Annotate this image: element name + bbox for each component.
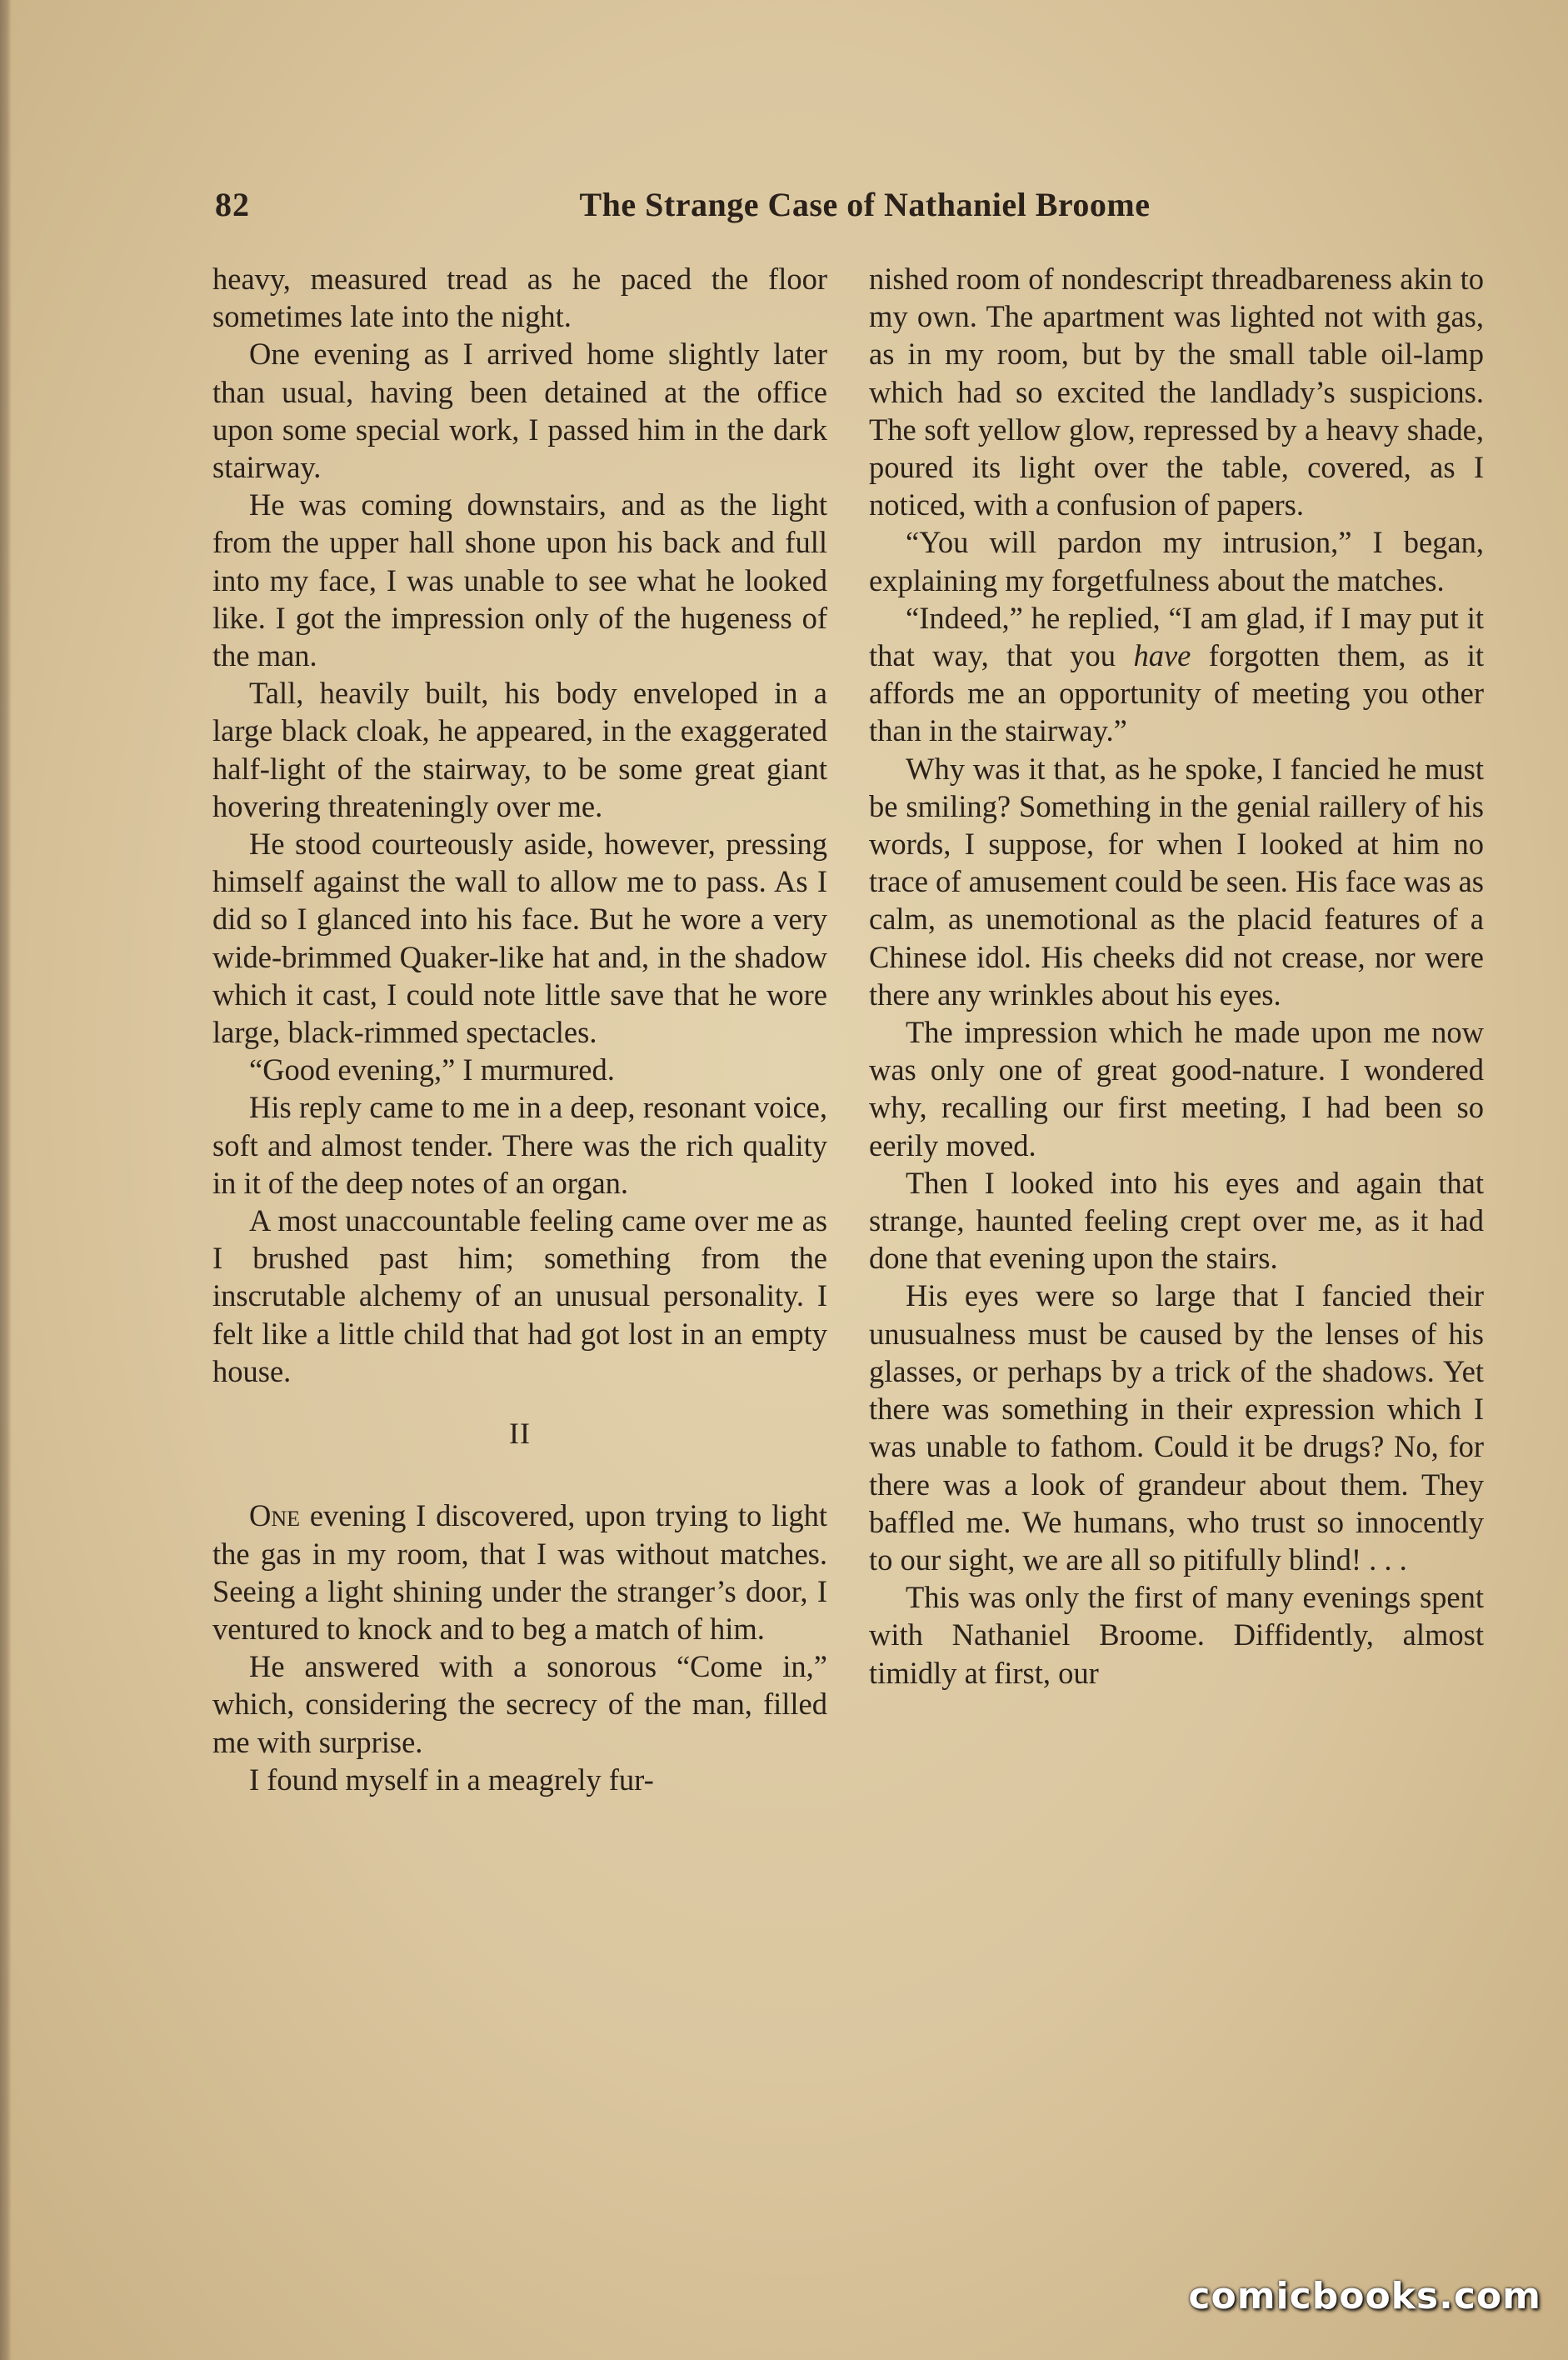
paragraph: Why was it that, as he spoke, I fancied he must be smiling? Something in the genial raillery of his words, I suppose, for when I looked at him no trace of amusement could be seen. His face was as calm, as unemotional as the placid features of a Chinese idol. His cheeks did not crease, nor were there any wrinkles about his eyes. xyxy=(869,751,1484,1012)
page-number: 82 xyxy=(215,186,250,223)
section-heading: II xyxy=(509,1417,531,1451)
right-column xyxy=(869,260,1484,1692)
paragraph xyxy=(869,599,1484,750)
paragraph: “You will pardon my intrusion,” I began, explaining my forgetfulness about the matches. xyxy=(869,525,1484,598)
site-watermark: comicbooks.com xyxy=(1188,2275,1541,2318)
paragraph-text: evening I discovered, upon trying to light the gas in my room, that I was without matches. Seeing a light shining under the stranger’s door, I ventured to knock and to beg a match of him. xyxy=(212,1498,827,1646)
paragraph: “Good evening,” I murmured. xyxy=(249,1052,615,1088)
paragraph: A most unaccountable feeling came over me as I brushed past him; something from the inscrutable alchemy of an unusual personality. I felt like a little child that had got lost in an empty house. xyxy=(212,1203,827,1388)
paragraph: His reply came to me in a deep, resonant voice, soft and almost tender. There was the rich quality in it of the deep notes of an organ. xyxy=(212,1090,827,1200)
paragraph-text: forgotten them, as it affords me an opportunity of meeting you other than in the stairway.” xyxy=(869,638,1484,748)
paragraph: Tall, heavily built, his body enveloped in a large black cloak, he appeared, in the exaggerated half-light of the stairway, to be some great giant hovering threateningly over me. xyxy=(212,676,827,823)
paragraph: One evening as I arrived home slightly later than usual, having been detained at the office upon some special work, I passed him in the dark stairway. xyxy=(212,337,827,485)
paragraph: His eyes were so large that I fancied their unusualness must be caused by the lenses of his glasses, or perhaps by a trick of the shadows. Yet there was something in their expression which I was unable to fathom. Could it be drugs? No, for there was a look of grandeur about them. They baffled me. We humans, who trust so innocently to our sight, we are all so pitifully blind! . . . xyxy=(869,1278,1484,1577)
left-column xyxy=(212,260,827,1798)
paragraph: The impression which he made upon me now was only one of great good-nature. I wondered why, recalling our first meeting, I had been so eerily moved. xyxy=(869,1015,1484,1162)
paragraph-text: “Indeed,” he replied, “I am glad, if I may put it that way, that you xyxy=(869,600,1484,673)
paragraph: Then I looked into his eyes and again that strange, haunted feeling crept over me, as it had done that evening upon the stairs. xyxy=(869,1165,1484,1276)
paragraph: nished room of nondescript threadbareness akin to my own. The apartment was lighted not with gas, as in my room, but by the small table oil-lamp which had so excited the landlady’s suspicions. The soft yellow glow, repressed by a heavy shade, poured its light over the table, covered, as I noticed, with a confusion of papers. xyxy=(869,262,1484,522)
paragraph: He was coming downstairs, and as the light from the upper hall shone upon his back and full into my face, I was unable to see what he looked like. I got the impression only of the hugeness of the man. xyxy=(212,488,827,673)
paragraph xyxy=(212,1497,827,1648)
paragraph: He answered with a sonorous “Come in,” which, considering the secrecy of the man, filled me with surprise. xyxy=(212,1649,827,1759)
paragraph: This was only the first of many evenings spent with Nathaniel Broome. Diffidently, almost timidly at first, our xyxy=(869,1580,1484,1690)
running-title: The Strange Case of Nathaniel Broome xyxy=(579,186,1151,223)
paragraph: He stood courteously aside, however, pressing himself against the wall to allow me to pass. As I did so I glanced into his face. But he wore a very wide-brimmed Quaker-like hat and, in the shadow which it cast, I could note little save that he wore large, black-rimmed spectacles. xyxy=(212,827,827,1050)
paragraph: I found myself in a meagrely fur- xyxy=(249,1762,654,1797)
paragraph: heavy, measured tread as he paced the floor sometimes late into the night. xyxy=(212,262,827,334)
page-header xyxy=(215,185,1481,235)
paragraph-lead-smallcaps: One xyxy=(249,1498,301,1533)
emphasis-text: have xyxy=(1133,638,1191,673)
